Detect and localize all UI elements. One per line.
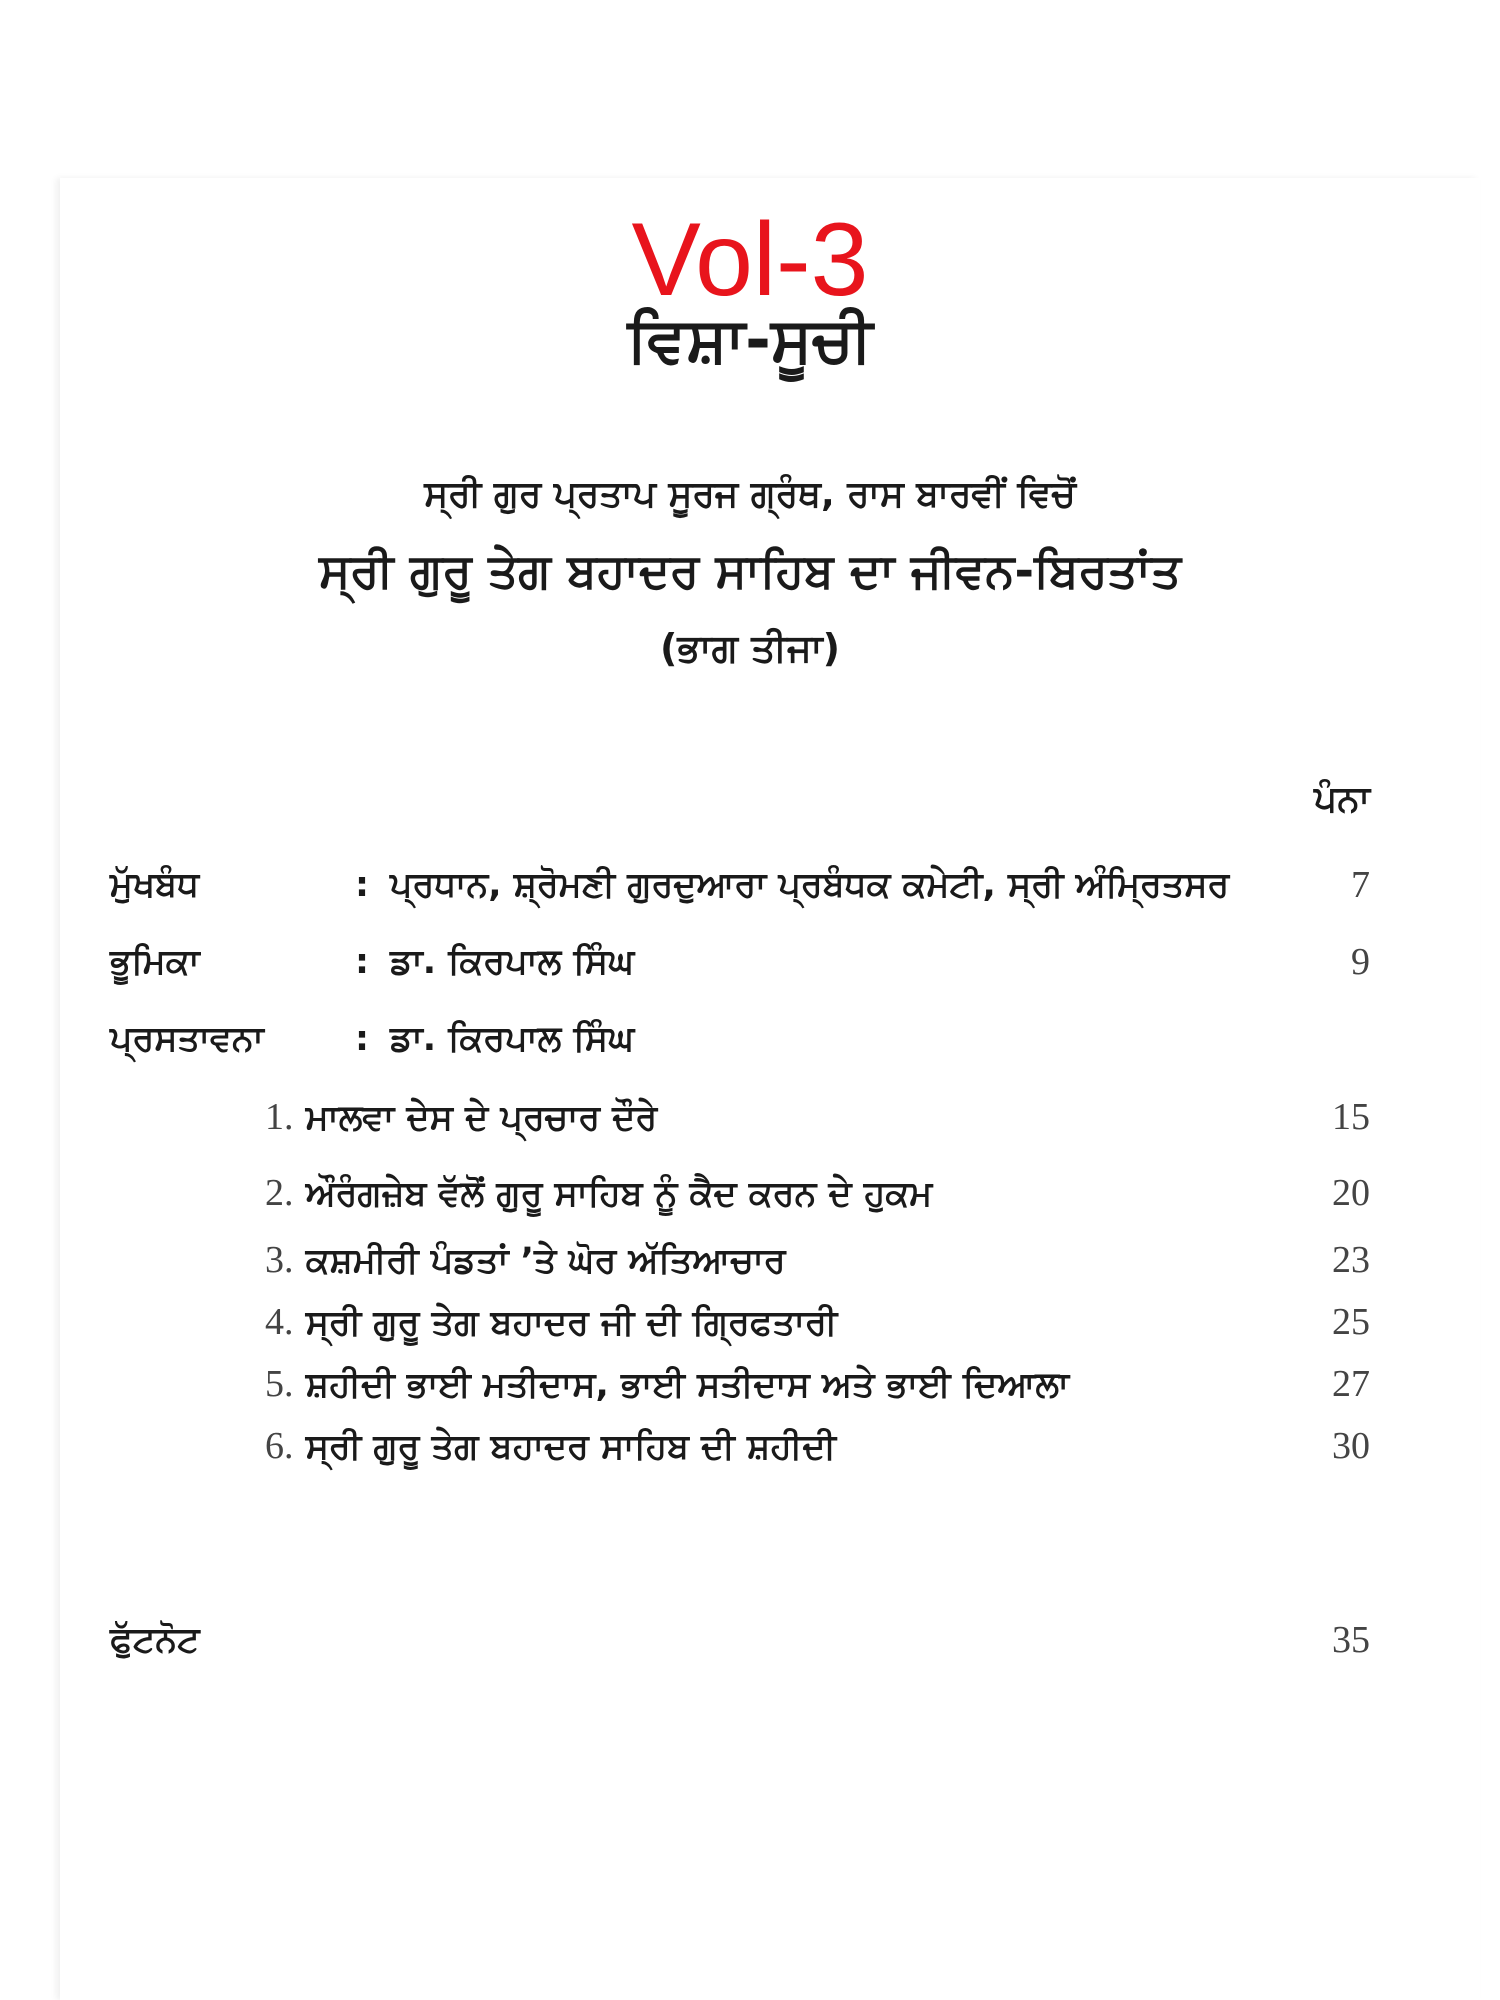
volume-label: Vol-3: [631, 202, 869, 318]
page-column-heading: ਪੰਨਾ: [1313, 779, 1370, 820]
front-matter-row: [110, 1009, 1370, 1069]
chapter-page: 15: [1332, 1096, 1370, 1138]
front-matter-author: ਪ੍ਰਧਾਨ, ਸ਼੍ਰੋਮਣੀ ਗੁਰਦੁਆਰਾ ਪ੍ਰਬੰਧਕ ਕਮੇਟੀ, ਸ੍ਰੀ ਅੰਮ੍ਰਿਤਸਰ: [390, 865, 1230, 905]
chapter-number: 5.: [265, 1363, 294, 1405]
footnotes-page: 35: [1332, 1619, 1370, 1661]
footnotes-row: [110, 1610, 1370, 1670]
front-matter-colon: :: [355, 865, 369, 905]
chapter-row: [265, 1416, 1370, 1476]
front-matter-author: ਡਾ. ਕਿਰਪਾਲ ਸਿੰਘ: [390, 1019, 635, 1059]
chapter-number: 4.: [265, 1301, 294, 1343]
chapter-number: 6.: [265, 1425, 294, 1467]
front-matter-author: ਡਾ. ਕਿਰਪਾਲ ਸਿੰਘ: [390, 942, 635, 982]
chapter-number: 2.: [265, 1172, 294, 1214]
front-matter-page: 9: [1351, 941, 1370, 983]
chapter-row: [265, 1087, 1370, 1147]
front-matter-label: ਮੁੱਖਬੰਧ: [110, 865, 200, 905]
chapter-title: ਸ੍ਰੀ ਗੁਰੂ ਤੇਗ ਬਹਾਦਰ ਸਾਹਿਬ ਦੀ ਸ਼ਹੀਦੀ: [305, 1427, 837, 1467]
book-subtitle: ਸ੍ਰੀ ਗੁਰ ਪ੍ਰਤਾਪ ਸੂਰਜ ਗ੍ਰੰਥ, ਰਾਸ ਬਾਰਵੀਂ ਵਿਚੋਂ: [424, 474, 1076, 515]
chapter-row: [265, 1354, 1370, 1414]
chapter-page: 20: [1332, 1172, 1370, 1214]
front-matter-page: 7: [1351, 864, 1370, 906]
footnotes-label: ਫੁੱਟਨੋਟ: [110, 1620, 200, 1660]
chapter-page: 25: [1332, 1301, 1370, 1343]
chapter-title: ਕਸ਼ਮੀਰੀ ਪੰਡਤਾਂ ’ਤੇ ਘੋਰ ਅੱਤਿਆਚਾਰ: [305, 1241, 786, 1281]
chapter-page: 27: [1332, 1363, 1370, 1405]
chapter-number: 3.: [265, 1239, 294, 1281]
part-label: (ਭਾਗ ਤੀਜਾ): [659, 626, 840, 670]
chapter-title: ਸ਼ਹੀਦੀ ਭਾਈ ਮਤੀਦਾਸ, ਭਾਈ ਸਤੀਦਾਸ ਅਤੇ ਭਾਈ ਦਿਆਲਾ: [305, 1365, 1070, 1405]
chapter-title: ਔਰੰਗਜ਼ੇਬ ਵੱਲੋਂ ਗੁਰੂ ਸਾਹਿਬ ਨੂੰ ਕੈਦ ਕਰਨ ਦੇ ਹੁਕਮ: [305, 1174, 933, 1214]
chapter-number: 1.: [265, 1096, 294, 1138]
chapter-page: 23: [1332, 1239, 1370, 1281]
toc-heading: ਵਿਸ਼ਾ-ਸੂਚੀ: [627, 303, 873, 376]
chapter-title: ਸ੍ਰੀ ਗੁਰੂ ਤੇਗ ਬਹਾਦਰ ਜੀ ਦੀ ਗ੍ਰਿਫਤਾਰੀ: [305, 1303, 838, 1343]
front-matter-label: ਪ੍ਰਸਤਾਵਨਾ: [110, 1019, 264, 1059]
front-matter-colon: :: [355, 1019, 369, 1059]
front-matter-label: ਭੂਮਿਕਾ: [110, 942, 200, 982]
chapter-row: [265, 1163, 1370, 1223]
chapter-row: [265, 1230, 1370, 1290]
chapter-page: 30: [1332, 1425, 1370, 1467]
chapter-row: [265, 1292, 1370, 1352]
chapter-title: ਮਾਲਵਾ ਦੇਸ ਦੇ ਪ੍ਰਚਾਰ ਦੌਰੇ: [305, 1098, 658, 1138]
book-main-title: ਸ੍ਰੀ ਗੁਰੂ ਤੇਗ ਬਹਾਦਰ ਸਾਹਿਬ ਦਾ ਜੀਵਨ-ਬਿਰਤਾਂਤ: [318, 544, 1182, 599]
front-matter-colon: :: [355, 942, 369, 982]
front-matter-row: [110, 932, 1370, 992]
front-matter-row: [110, 855, 1370, 915]
